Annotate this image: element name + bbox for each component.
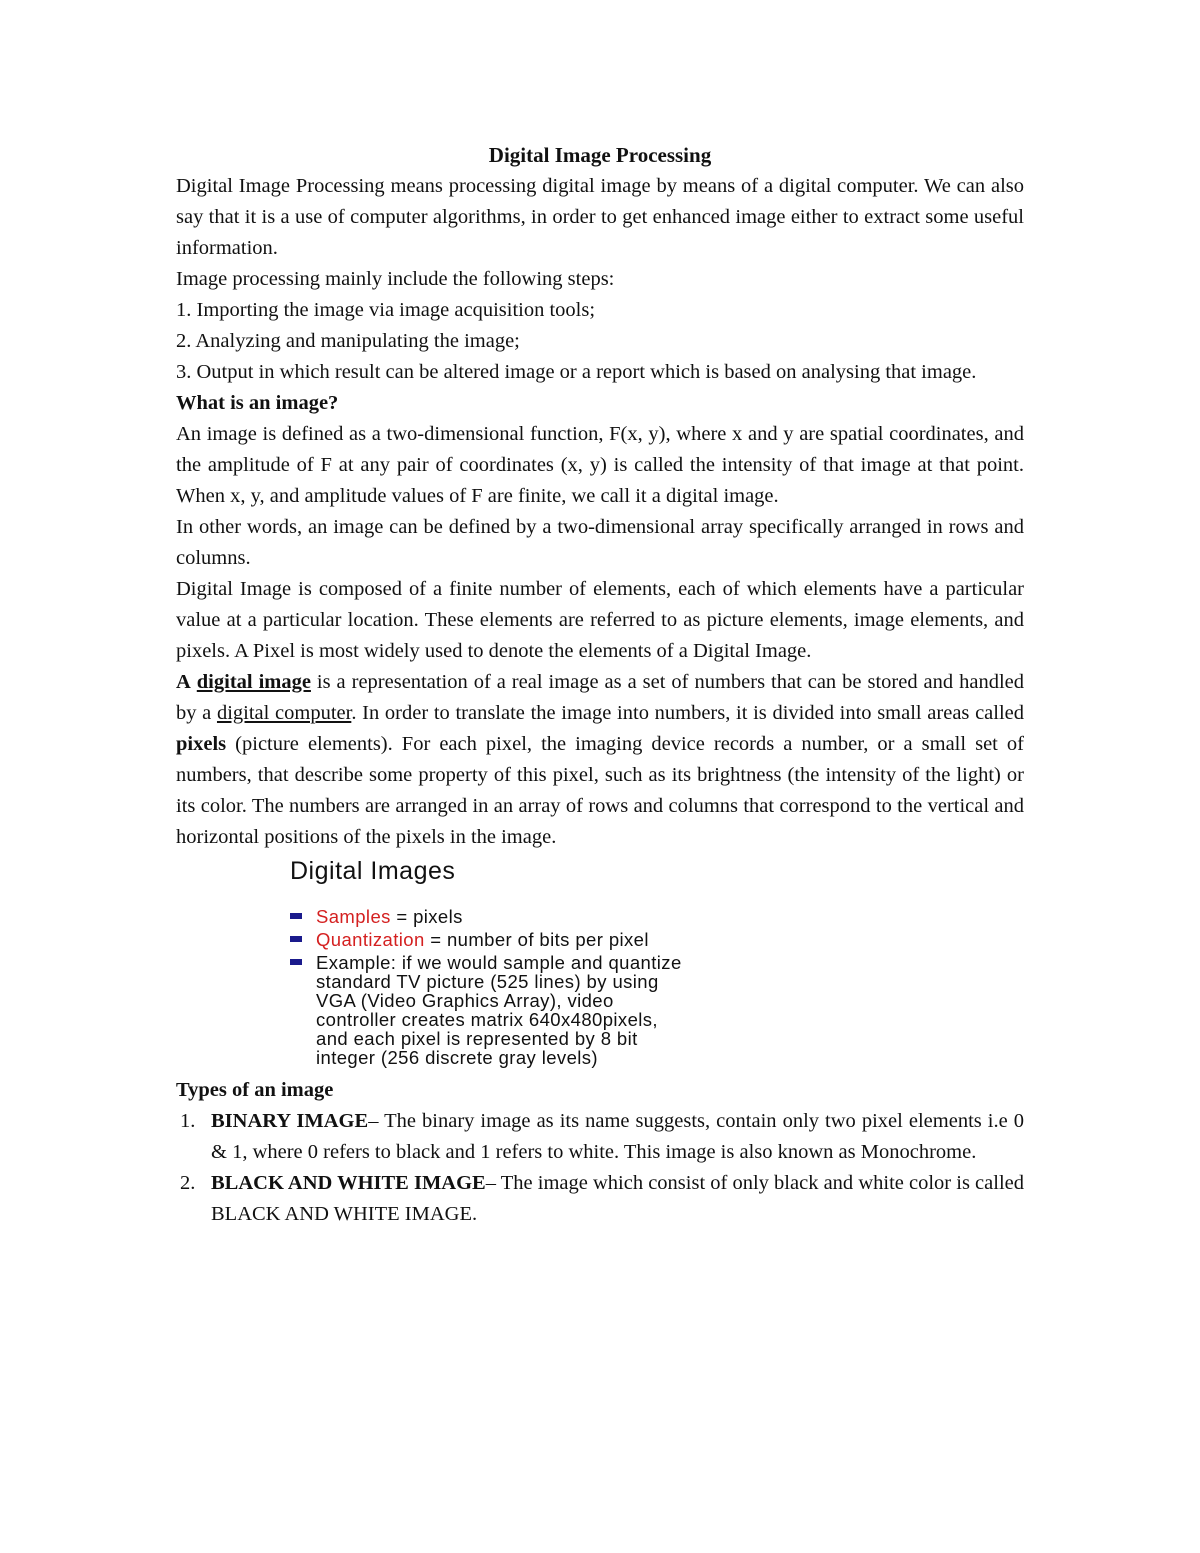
type-term: BLACK AND WHITE IMAGE: [211, 1172, 486, 1194]
type-description: – The image which consist of only black and white color is called BLACK AND WHITE IMAGE.: [211, 1172, 1024, 1225]
slide-bullet-text: [316, 930, 649, 949]
bullet-square-icon: [290, 936, 302, 942]
page-title: Digital Image Processing: [488, 143, 712, 167]
step-item: 1. Importing the image via image acquisition tools;: [176, 299, 596, 321]
list-item: [176, 1168, 1024, 1230]
types-heading: Types of an image: [176, 1079, 334, 1101]
example-line: controller creates matrix 640x480pixels,: [316, 1009, 658, 1030]
example-line: integer (256 discrete gray levels): [316, 1047, 598, 1068]
digital-images-slide-figure: [286, 853, 926, 1075]
document-page: [176, 140, 1024, 1230]
step-item: 2. Analyzing and manipulating the image;: [176, 330, 520, 352]
bullet-square-icon: [290, 913, 302, 919]
digital-image-link[interactable]: digital image: [196, 671, 311, 693]
example-line: standard TV picture (525 lines) by using: [316, 971, 659, 992]
quantization-term: Quantization: [316, 929, 425, 950]
definition-text-2: . In order to translate the image into numbers, it is divided into small areas called: [351, 702, 1025, 724]
intro-paragraph: Digital Image Processing means processing digital image by means of a digital computer. We can also say that it is a use of computer algorithms, in order to get enhanced image either to extract some useful information.: [176, 175, 1024, 259]
samples-term: Samples: [316, 906, 391, 927]
definition-text-1: is a representation of a real image as a set of numbers that can be stored and handled by a: [176, 671, 1024, 724]
slide-title: Digital Images: [290, 857, 456, 885]
samples-rest: = pixels: [390, 906, 463, 927]
slide-bullet-text: [316, 907, 463, 926]
bullet-square-icon: [290, 959, 302, 965]
type-term: BINARY IMAGE: [211, 1110, 369, 1132]
list-number: 1.: [180, 1110, 196, 1132]
step-item: 3. Output in which result can be altered image or a report which is based on analysing that image.: [176, 361, 977, 383]
steps-intro: Image processing mainly include the following steps:: [176, 268, 615, 290]
example-line: and each pixel is represented by 8 bit: [316, 1028, 638, 1049]
pixels-term: pixels: [176, 733, 227, 755]
other-words-paragraph: In other words, an image can be defined by a two-dimensional array specifically arranged in rows and columns.: [176, 516, 1024, 569]
what-is-image-heading: What is an image?: [176, 392, 339, 414]
quantization-rest: = number of bits per pixel: [424, 929, 649, 950]
definition-article: A: [176, 671, 191, 693]
composed-paragraph: Digital Image is composed of a finite number of elements, each of which elements have a particular value at a particular location. These elements are referred to as picture elements, image elements, and pixels. A Pixel is most widely used to denote the elements of a Digital Image.: [176, 578, 1024, 662]
list-item: [176, 1106, 1024, 1168]
what-is-image-paragraph: An image is defined as a two-dimensional function, F(x, y), where x and y are spatial coordinates, and the amplitude of F at any pair of coordinates (x, y) is called the intensity of that image at that point. When x, y, and amplitude values of F are finite, we call it a digital image.: [176, 423, 1024, 507]
definition-paragraph: [176, 667, 1024, 853]
types-list: [176, 1106, 1024, 1230]
definition-text-3: (picture elements). For each pixel, the imaging device records a number, or a small set of numbers, that describe some property of this pixel, such as its brightness (the intensity of the light) or its color. The numbers are arranged in an array of rows and columns that correspond to the vertical and horizontal positions of the pixels in the image.: [176, 733, 1024, 848]
list-number: 2.: [180, 1172, 196, 1194]
type-description: – The binary image as its name suggests, contain only two pixel elements i.e 0 & 1, where 0 refers to black and 1 refers to white. This image is also known as Monochrome.: [211, 1110, 1024, 1163]
example-line: Example: if we would sample and quantize: [316, 952, 682, 973]
example-line: VGA (Video Graphics Array), video: [316, 990, 614, 1011]
digital-computer-link[interactable]: digital computer: [216, 702, 352, 724]
